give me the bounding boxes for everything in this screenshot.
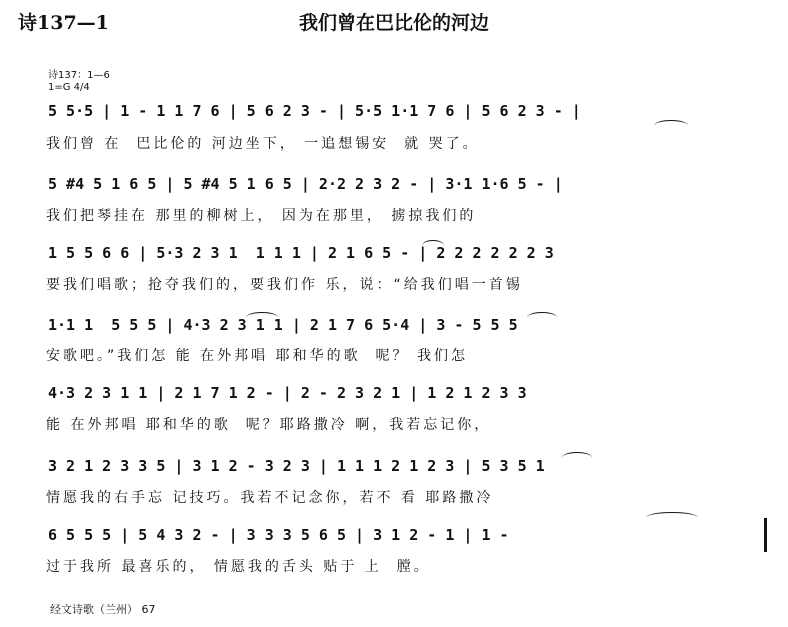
notation-line-2: 5 #4 5 1 6 5 | 5 #4 5 1 6 5 | 2·2 2 3 2 - | 3·1 1·6 5 - | (48, 175, 563, 193)
notation-line-5: 4·3 2 3 1 1 | 2 1 7 1 2 - | 2 - 2 3 2 1 | 1 2 1 2 3 3 (48, 384, 527, 402)
slur-mark (562, 452, 592, 463)
notation-line-7: 6 5 5 5 | 5 4 3 2 - | 3 3 3 5 6 5 | 3 1 2 - 1 | 1 - (48, 526, 509, 544)
notation-line-1: 5 5·5 | 1 - 1 1 7 6 | 5 6 2 3 - | 5·5 1·1 7 6 | 5 6 2 3 - | (48, 102, 581, 120)
notation-line-6: 3 2 1 2 3 3 5 | 3 1 2 - 3 2 3 | 1 1 1 2 1 2 3 | 5 3 5 1 (48, 457, 545, 475)
notation-line-4: 1·1 1 5 5 5 | 4·3 2 3 1 1 | 2 1 7 6 5·4 | 3 - 5 5 5 (48, 316, 518, 334)
slur-mark (422, 240, 444, 251)
lyric-line-2: 我们把琴挂在 那里的柳树上， 因为在那里， 掳掠我们的 (46, 208, 477, 224)
final-barline (764, 518, 767, 552)
lyric-line-5: 能 在外邦唱 耶和华的歌 呢？耶路撒冷 啊，我若忘记你， (46, 417, 492, 433)
lyric-line-4: 安歌吧。”我们怎 能 在外邦唱 耶和华的歌 呢？ 我们怎 (46, 348, 468, 364)
lyric-line-7: 过于我所 最喜乐的， 情愿我的舌头 贴于 上 膛。 (46, 559, 431, 575)
hymn-number: 诗137—1 (18, 12, 109, 34)
slur-mark (654, 120, 688, 131)
lyric-line-1: 我们曾 在 巴比伦的 河边坐下， 一追想锡安 就 哭了。 (46, 136, 480, 152)
slur-mark (246, 312, 278, 323)
key-signature: 1=G 4/4 (48, 82, 90, 93)
notation-line-3: 1 5 5 6 6 | 5·3 2 3 1 1 1 1 | 2 1 6 5 - | 2 2 2 2 2 2 3 (48, 244, 554, 262)
page-title: 我们曾在巴比伦的河边 (298, 12, 489, 34)
lyric-line-6: 情愿我的右手忘 记技巧。我若不记念你，若不 看 耶路撒冷 (46, 490, 494, 506)
scripture-reference: 诗137：1—6 (48, 70, 110, 81)
lyric-line-3: 要我们唱歌；抢夺我们的，要我们作 乐，说：“给我们唱一首锡 (46, 277, 523, 293)
tie-mark (646, 512, 698, 523)
source-footer: 经文诗歌（兰州） 67 (50, 603, 156, 616)
slur-mark (527, 312, 557, 323)
